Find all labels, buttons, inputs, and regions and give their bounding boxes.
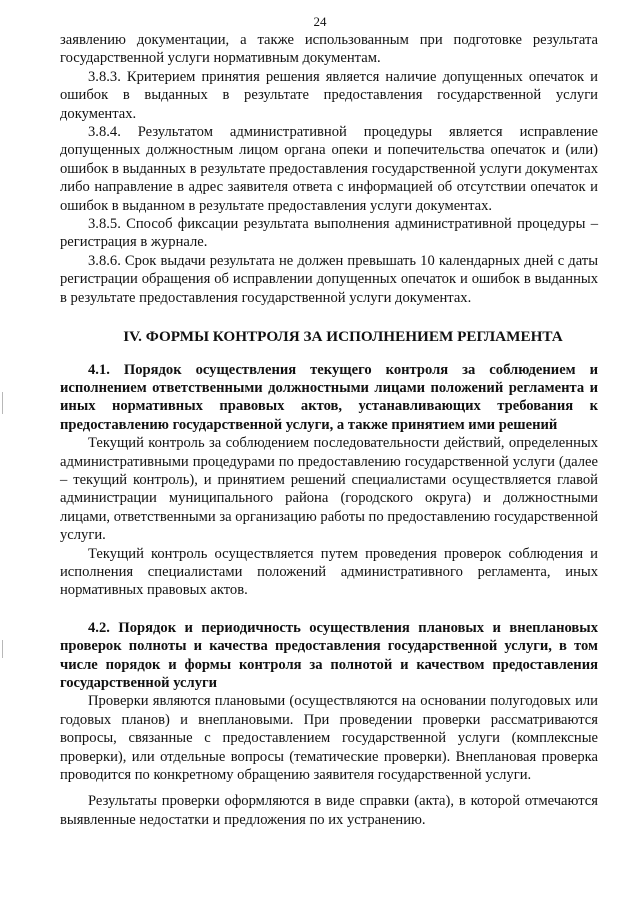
scan-edge-mark — [2, 640, 3, 658]
paragraph-3-8-4: 3.8.4. Результатом административной процедуры является исправление допущенных должностным лицом органа опеки и попечительства опечаток и (или) ошибок в выданных в результате предоставления государственной услуги документах либо направление в адрес заявителя ответа с информацией об отсутствии опечаток и ошибок в выданном в результате предоставления услуги документах. — [60, 124, 598, 214]
paragraph-3-8-5: 3.8.5. Способ фиксации результата выполнения административной процедуры – регистрация в журнале. — [60, 216, 598, 251]
paragraph-4-2-2: Результаты проверки оформляются в виде справки (акта), в которой отмечаются выявленные недостатки и предложения по их устранению. — [60, 793, 598, 828]
subsection-4-2-heading: 4.2. Порядок и периодичность осуществления плановых и внеплановых проверок полноты и качества предоставления государственной услуги, в том числе порядок и формы контроля за полнотой и качеством предоставления государственной услуги — [60, 619, 598, 691]
document-body — [60, 31, 598, 829]
paragraph-3-8-6: 3.8.6. Срок выдачи результата не должен превышать 10 календарных дней с даты регистрации обращения об исправлении допущенных опечаток и ошибок в выданных в результате предоставления государственной услуги документах. — [60, 252, 598, 306]
scan-edge-mark — [2, 392, 3, 414]
subsection-4-1-heading: 4.1. Порядок осуществления текущего контроля за соблюдением и исполнением ответственными должностными лицами положений регламента и иных нормативных правовых актов, устанавливающих требования к предоставлению государственной услуги, а также принятием ими решений — [60, 361, 598, 433]
page-number: 24 — [313, 14, 327, 29]
paragraph-4-1-2: Текущий контроль осуществляется путем проведения проверок соблюдения и исполнения специалистами положений административного регламента, иных нормативных правовых актов. — [60, 545, 598, 599]
paragraph-3-8-3: 3.8.3. Критерием принятия решения является наличие допущенных опечаток и ошибок в выданных в результате предоставления государственной услуги документах. — [60, 68, 598, 122]
paragraph-4-1-1: Текущий контроль за соблюдением последовательности действий, определенных административными процедурами по предоставлению государственной услуги (далее – текущий контроль), и принятием решений специалистами осуществляется главой администрации муниципального района (городского округа) и должностными лицами, ответственными за организацию работы по предоставлению государственной услуги. — [60, 435, 598, 544]
section-iv-title: IV. ФОРМЫ КОНТРОЛЯ ЗА ИСПОЛНЕНИЕМ РЕГЛАМЕНТА — [123, 328, 563, 346]
paragraph-continuation: заявлению документации, а также использованным при подготовке результата государственной услуги нормативным документам. — [60, 32, 598, 67]
paragraph-4-2-1: Проверки являются плановыми (осуществляются на основании полугодовых или годовых планов) и внеплановыми. При проведении проверки рассматриваются вопросы, связанные с предоставлением государственной услуги (комплексные проверки), или отдельные вопросы (тематические проверки). Внеплановая проверка проводится по конкретному обращению заявителя государственной услуги. — [60, 693, 598, 784]
